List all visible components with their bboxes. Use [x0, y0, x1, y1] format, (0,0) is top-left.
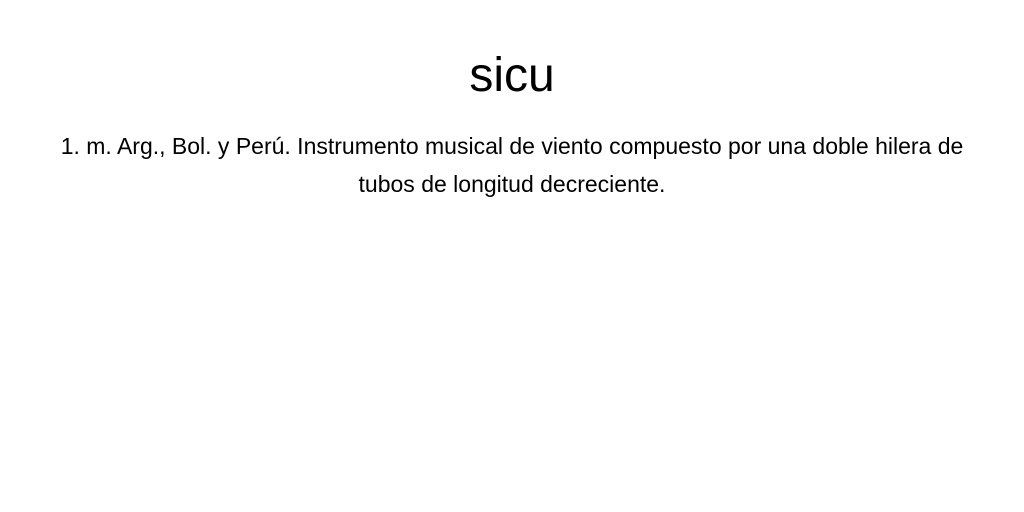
entry-term: sicu [469, 49, 555, 102]
entry-definition: 1. m. Arg., Bol. y Perú. Instrumento musical de viento compuesto por una doble hilera de tubos de longitud decreciente. [60, 133, 964, 197]
